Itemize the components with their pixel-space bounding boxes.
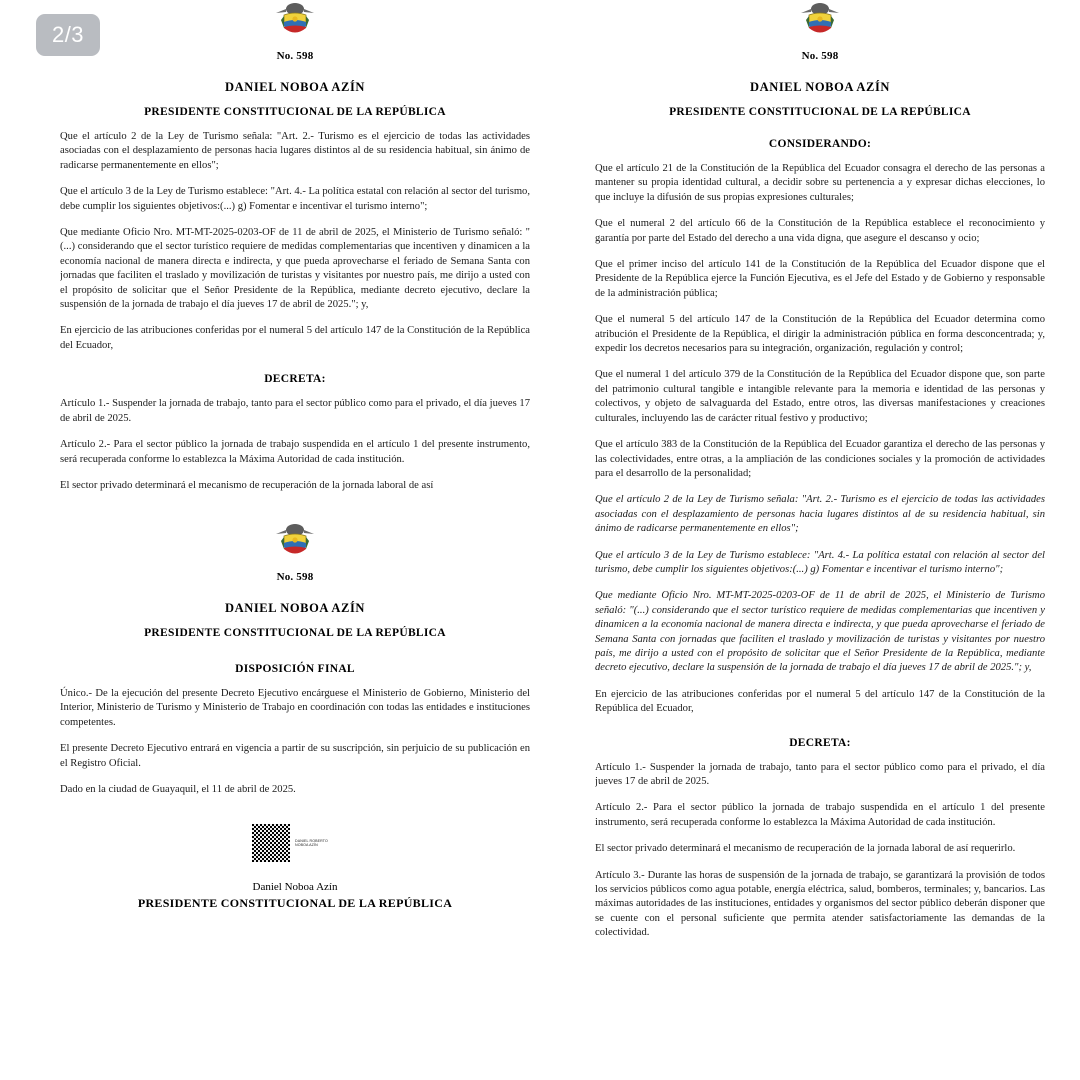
- article-paragraph: Artículo 3.- Durante las horas de suspensión de la jornada de trabajo, se garantizará la provisión de todos los servicios públicos como agua potable, energía eléctrica, salud, bomberos, terminales; y, bancarios. Las máximas autoridades de las instituciones, entidades y organismos del sector público deberán disponer que se cuente con el personal suficiente que permita atender satisfactoriamente las demandas de la colectividad.: [595, 869, 1045, 939]
- qr-code-image: [251, 823, 291, 863]
- paragraph: Único.- De la ejecución del presente Decreto Ejecutivo encárguese el Ministerio de Gobierno, Ministerio del Interior, Ministerio de Turismo y Ministerio de Trabajo en coordinación con todas las entidades e instituciones competentes.: [60, 687, 530, 728]
- article-paragraph: Artículo 2.- Para el sector público la jornada de trabajo suspendida en el artículo 1 del presente instrumento, será recuperada conforme lo establezca la Máxima Autoridad de cada institución.: [595, 802, 1045, 828]
- paragraph: Que el numeral 2 del artículo 66 de la Constitución de la República establece el reconocimiento y garantía por parte del Estado del derecho a una vida digna, que asegure el descanso y ocio;: [595, 218, 1045, 244]
- document-page-right: [595, 0, 1045, 941]
- paragraph: En ejercicio de las atribuciones conferidas por el numeral 5 del artículo 147 de la Constitución de la República del Ecuador,: [595, 688, 1045, 715]
- president-name: DANIEL NOBOA AZÍN: [224, 600, 366, 615]
- decree-number: No. 598: [276, 570, 314, 583]
- signature-qr-code: [251, 823, 339, 863]
- decree-number: No. 598: [276, 50, 314, 62]
- paragraph: Que mediante Oficio Nro. MT-MT-2025-0203-OF de 11 de abril de 2025, el Ministerio de Turismo señaló: "(...) considerando que el sector turístico requiere de medidas complementarias que incentiven y dinamicen a la economía nacional de manera directa e indirecta, y que pueda aprovecharse el feriado de Semana Santa con jornadas que faciliten el traslado y movilización de turistas y visitantes por nuestro país, me dirijo a usted con el propósito de solicitar que el Señor Presidente de la República, mediante decreto ejecutivo, declare la suspensión de la jornada de trabajo el día jueves 17 de abril de 2025."; y,: [60, 227, 530, 311]
- paragraph: Que el artículo 2 de la Ley de Turismo señala: "Art. 2.- Turismo es el ejercicio de todas las actividades asociadas con el desplazamiento de personas hacia lugares distintos al de su residencia habitual, sin ánimo de radicarse permanentemente en ellos";: [595, 494, 1045, 535]
- article-paragraph: Artículo 1.- Suspender la jornada de trabajo, tanto para el sector público como para el privado, el día jueves 17 de abril de 2025.: [60, 398, 530, 424]
- signature-title: PRESIDENTE CONSTITUCIONAL DE LA REPÚBLICA: [137, 896, 453, 911]
- left-page-column: [60, 0, 530, 1080]
- right-page-column: [595, 0, 1045, 1080]
- ecuador-coat-of-arms-icon: [272, 521, 318, 567]
- president-title: PRESIDENTE CONSTITUCIONAL DE LA REPÚBLICA: [144, 626, 446, 639]
- heading-decreta: DECRETA:: [264, 373, 326, 386]
- decree-number: No. 598: [801, 50, 839, 62]
- paragraph: El presente Decreto Ejecutivo entrará en vigencia a partir de su suscripción, sin perjuicio de su publicación en el Registro Oficial.: [60, 743, 530, 769]
- paragraph: Dado en la ciudad de Guayaquil, el 11 de abril de 2025.: [60, 783, 296, 795]
- paragraph: Que el artículo 3 de la Ley de Turismo establece: "Art. 4.- La política estatal con relación al sector del turismo, debe cumplir los siguientes objetivos:(...) g) Fomentar e incentivar el turismo interno";: [60, 186, 530, 212]
- document-page-left-bottom: [60, 521, 530, 911]
- paragraph: Que el artículo 21 de la Constitución de la República del Ecuador consagra el derecho de las personas a mantener su propia identidad cultural, a decidir sobre su pertenencia a y expresar dichas elecciones, lo que incluye la difusión de sus propias expresiones culturales;: [595, 163, 1045, 203]
- page-indicator-badge: 2/3: [36, 14, 100, 56]
- paragraph: Que el numeral 5 del artículo 147 de la Constitución de la República del Ecuador determina como atribución el Presidente de la República, el dirigir la administración pública en forma desconcentrada; y, expedir los decretos necesarios para su integración, organización, regulación y control;: [595, 314, 1045, 355]
- president-title: PRESIDENTE CONSTITUCIONAL DE LA REPÚBLICA: [669, 106, 971, 118]
- president-name: DANIEL NOBOA AZÍN: [749, 80, 891, 94]
- cut-off-paragraph: El sector privado determinará el mecanismo de recuperación de la jornada laboral de así: [60, 479, 434, 491]
- president-title: PRESIDENTE CONSTITUCIONAL DE LA REPÚBLICA: [144, 106, 446, 118]
- paragraph: Que el artículo 3 de la Ley de Turismo establece: "Art. 4.- La política estatal con relación al sector del turismo, debe cumplir los siguientes objetivos:(...) g) Fomentar e incentivar el turismo interno";: [595, 549, 1045, 575]
- article-paragraph: Artículo 2.- Para el sector público la jornada de trabajo suspendida en el artículo 1 del presente instrumento, será recuperada conforme lo establezca la Máxima Autoridad de cada institución.: [60, 439, 530, 465]
- signature-name: Daniel Noboa Azín: [252, 881, 338, 894]
- document-page-left-top: [60, 0, 530, 493]
- paragraph: Que mediante Oficio Nro. MT-MT-2025-0203-OF de 11 de abril de 2025, el Ministerio de Turismo señaló: "(...) considerando que el sector turístico requiere de medidas complementarias que incentiven y dinamicen a la economía nacional de manera directa e indirecta, y que pueda aprovecharse el feriado de Semana Santa con jornadas que faciliten el traslado y movilización de turistas y visitantes por nuestro país, me dirijo a usted con el propósito de solicitar que el Señor Presidente de la República, mediante decreto ejecutivo, declare la suspensión de la jornada de trabajo el día jueves 17 de abril de 2025."; y,: [595, 590, 1045, 674]
- paragraph: Que el artículo 383 de la Constitución de la República del Ecuador garantiza el derecho de las personas y las colectividades, entre otras, a la ampliación de las condiciones sociales y la promoción de actividades para el desarrollo de la personalidad;: [595, 439, 1045, 479]
- qr-code-label: DANIEL ROBERTO NOBOA AZÍN: [295, 838, 328, 848]
- paragraph: Que el numeral 1 del artículo 379 de la Constitución de la República del Ecuador dispone que, son parte del patrimonio cultural tangible e intangible relevante para la memoria e identidad de las personas y colectivos, y objeto de salvaguarda del Estado, entre otros, las diversas manifestaciones y creaciones culturales, incluyendo las de carácter ritual festivo y productivo;: [595, 369, 1045, 424]
- heading-disposicion-final: DISPOSICIÓN FINAL: [235, 662, 355, 675]
- paragraph: Que el primer inciso del artículo 141 de la Constitución de la República del Ecuador dispone que el Presidente de la República ejerce la Función Ejecutiva, es el Jefe del Estado y de Gobierno y responsable de la administración pública;: [595, 259, 1045, 299]
- ecuador-coat-of-arms-icon: [272, 0, 318, 46]
- article-paragraph: Artículo 1.- Suspender la jornada de trabajo, tanto para el sector público como para el privado, el día jueves 17 de abril de 2025.: [595, 761, 1045, 787]
- heading-decreta: DECRETA:: [789, 736, 851, 749]
- president-name: DANIEL NOBOA AZÍN: [224, 80, 366, 94]
- heading-considerando: CONSIDERANDO:: [768, 138, 872, 150]
- paragraph: En ejercicio de las atribuciones conferidas por el numeral 5 del artículo 147 de la Constitución de la República del Ecuador,: [60, 325, 530, 351]
- paragraph: Que el artículo 2 de la Ley de Turismo señala: "Art. 2.- Turismo es el ejercicio de todas las actividades asociadas con el desplazamiento de personas hacia lugares distintos al de su residencia habitual, sin ánimo de radicarse permanentemente en ellos";: [60, 131, 530, 171]
- ecuador-coat-of-arms-icon: [797, 0, 843, 46]
- paragraph: El sector privado determinará el mecanismo de recuperación de la jornada laboral de así requerirlo.: [595, 843, 1016, 855]
